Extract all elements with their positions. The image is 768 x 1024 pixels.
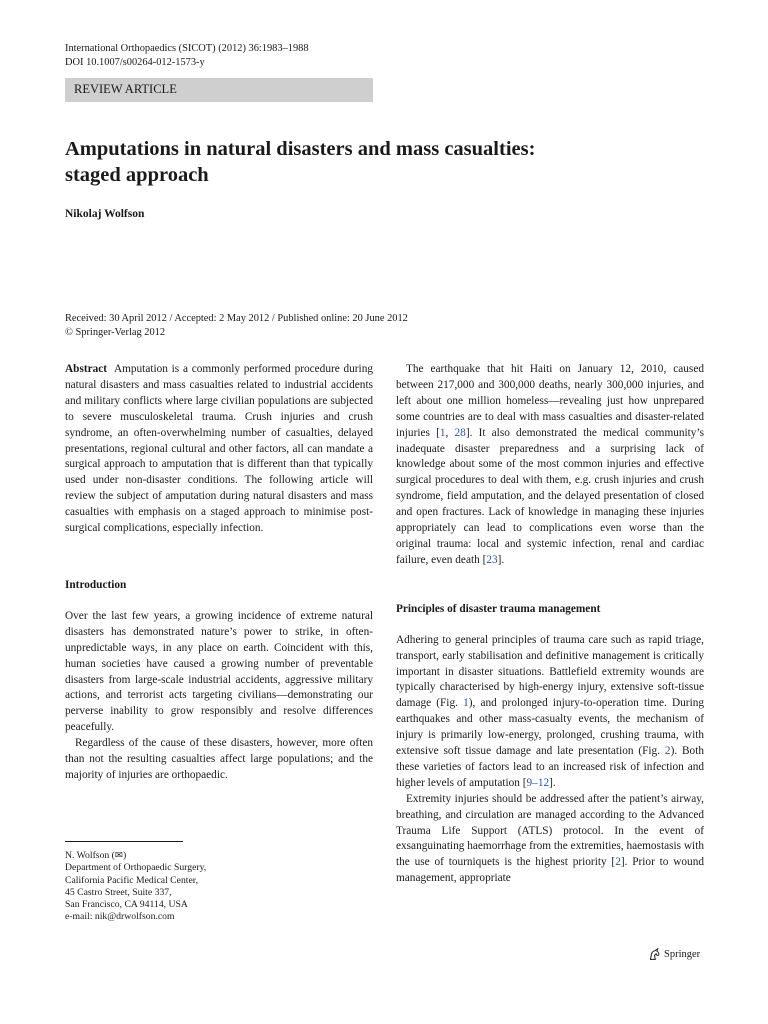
journal-reference: International Orthopaedics (SICOT) (2012) 36:1983–1988 <box>65 43 309 54</box>
springer-logo <box>648 948 700 961</box>
citation-link-28[interactable]: 28 <box>454 426 466 439</box>
footnote-email[interactable]: e-mail: nik@drwolfson.com <box>65 911 175 923</box>
copyright-line: © Springer-Verlag 2012 <box>65 327 166 338</box>
figure-link-1[interactable]: 1 <box>463 697 469 710</box>
article-type-banner: REVIEW ARTICLE <box>65 78 373 102</box>
footnote-city: San Francisco, CA 94114, USA <box>65 899 188 911</box>
title-line-1: Amputations in natural disasters and mass casualties: <box>65 138 536 160</box>
citation-link-9-12[interactable]: 9–12 <box>526 776 550 789</box>
footnote-street: 45 Castro Street, Suite 337, <box>65 886 172 898</box>
footnote-divider <box>65 841 183 842</box>
principles-text-d: ]. <box>549 776 556 789</box>
springer-horse-icon <box>648 948 661 961</box>
principles-text-c: ). Both these varieties of factors lead to an increased risk of infection and higher levels of amputation [ <box>396 745 704 789</box>
haiti-text-b: ]. It also demonstrated the medical community’s inadequate disaster preparedness and a surprising lack of knowledge about some of the most common injuries and effective surgical procedures to deal with them, e.g. crush injuries and crush syndrome, field amputation, and the delayed presentation of closed and open fractures. Lack of knowledge in managing these injuries appropriately can lead to complications even worse than the original trauma: local and systemic infection, renal and cardiac failure, even death [ <box>396 426 704 566</box>
springer-wordmark: Springer <box>664 949 701 960</box>
author-name: Nikolaj Wolfson <box>65 208 145 220</box>
figure-link-2[interactable]: 2 <box>664 745 671 758</box>
envelope-icon[interactable]: ✉ <box>114 850 124 861</box>
principles-text-b: ), and prolonged injury-to-operation time. During earthquakes and other mass-casualty events, the mechanism of injury is primarily low-energy, prolonged, crushing trauma, with extensive soft tissue damage and late presentation (Fig. <box>396 697 705 758</box>
haiti-text-c: ]. <box>497 553 505 566</box>
footnote-center: California Pacific Medical Center, <box>65 874 199 886</box>
citation-link-23[interactable]: 23 <box>486 553 498 566</box>
footnote-name-end: ) <box>123 850 127 861</box>
principles-text-f: ]. Prior to wound management, appropriate <box>396 856 704 885</box>
principles-paragraph-1 <box>396 633 704 792</box>
article-title <box>65 136 705 188</box>
principles-heading: Principles of disaster trauma management <box>396 602 601 615</box>
abstract <box>65 362 373 537</box>
title-line-2: staged approach <box>65 164 209 186</box>
introduction-paragraph-1: Over the last few years, a growing incidence of extreme natural disasters has demonstrated nature’s power to strike, in often-unpredictable ways, in any place on earth. Coincident with this, human societies have caused a growing number of preventable disasters from large-scale industrial accidents, aggressive military actions, and terrorist acts targeting civilians—demonstrating our perverse inability to grow responsibly and resolve differences peacefully. <box>65 609 373 734</box>
footnote-name: N. Wolfson ( <box>65 850 115 861</box>
principles-text-a: Adhering to general principles of trauma care such as rapid triage, transport, early stabilisation and definitive management is critically important in disaster situations. Battlefield extremity wounds are typically characterised by high-energy injury, extensive soft-tissue damage (Fig. <box>396 633 704 710</box>
dates-line: Received: 30 April 2012 / Accepted: 2 May 2012 / Published online: 20 June 2012 <box>65 313 408 324</box>
haiti-sep: , <box>445 426 455 439</box>
publication-dates <box>65 312 408 340</box>
left-column <box>65 362 373 784</box>
abstract-text: Amputation is a commonly performed procedure during natural disasters and mass casualties related to industrial accidents and military conflicts where large civilian populations are subjected to severe musculoskeletal trauma. Crush injuries and crush syndrome, an often-overwhelming number of casualties, delayed presentations, regional cultural and other factors, all can mandate a surgical approach to amputation that is different than that typically used under non-disaster conditions. The following article will review the subject of amputation during natural disasters and mass casualties with emphasis on a staged approach to minimise post-surgical complications, especially infection. <box>65 363 373 535</box>
abstract-label: Abstract <box>65 363 108 375</box>
principles-text-e: Extremity injuries should be addressed after the patient’s airway, breathing, and circulation are managed according to the Advanced Trauma Life Support (ATLS) protocol. In the event of exsanguinating haemorrhage from the extremities, haemostasis with the use of tourniquets is the highest priority [ <box>396 792 704 869</box>
citation-link-2[interactable]: 2 <box>615 856 621 869</box>
right-column <box>396 362 704 887</box>
author-footnote <box>65 850 206 924</box>
footnote-name-line <box>65 850 206 862</box>
citation-link-1[interactable]: 1 <box>439 426 446 439</box>
doi: DOI 10.1007/s00264-012-1573-y <box>65 57 205 68</box>
introduction-paragraph-2: Regardless of the cause of these disasters, however, more often than not the resulting casualties affect large populations; and the majority of injuries are orthopaedic. <box>65 737 373 781</box>
footnote-department: Department of Orthopaedic Surgery, <box>65 862 207 874</box>
haiti-text-a: The earthquake that hit Haiti on January 12, 2010, caused between 217,000 and 300,000 deaths, nearly 300,000 injuries, and left about one million homeless—revealing just how unprepared some countries are to deal with mass casualties and disaster-related injuries [ <box>396 363 704 439</box>
introduction-heading: Introduction <box>65 578 127 591</box>
principles-paragraph-2 <box>396 792 704 887</box>
haiti-paragraph <box>396 362 704 569</box>
